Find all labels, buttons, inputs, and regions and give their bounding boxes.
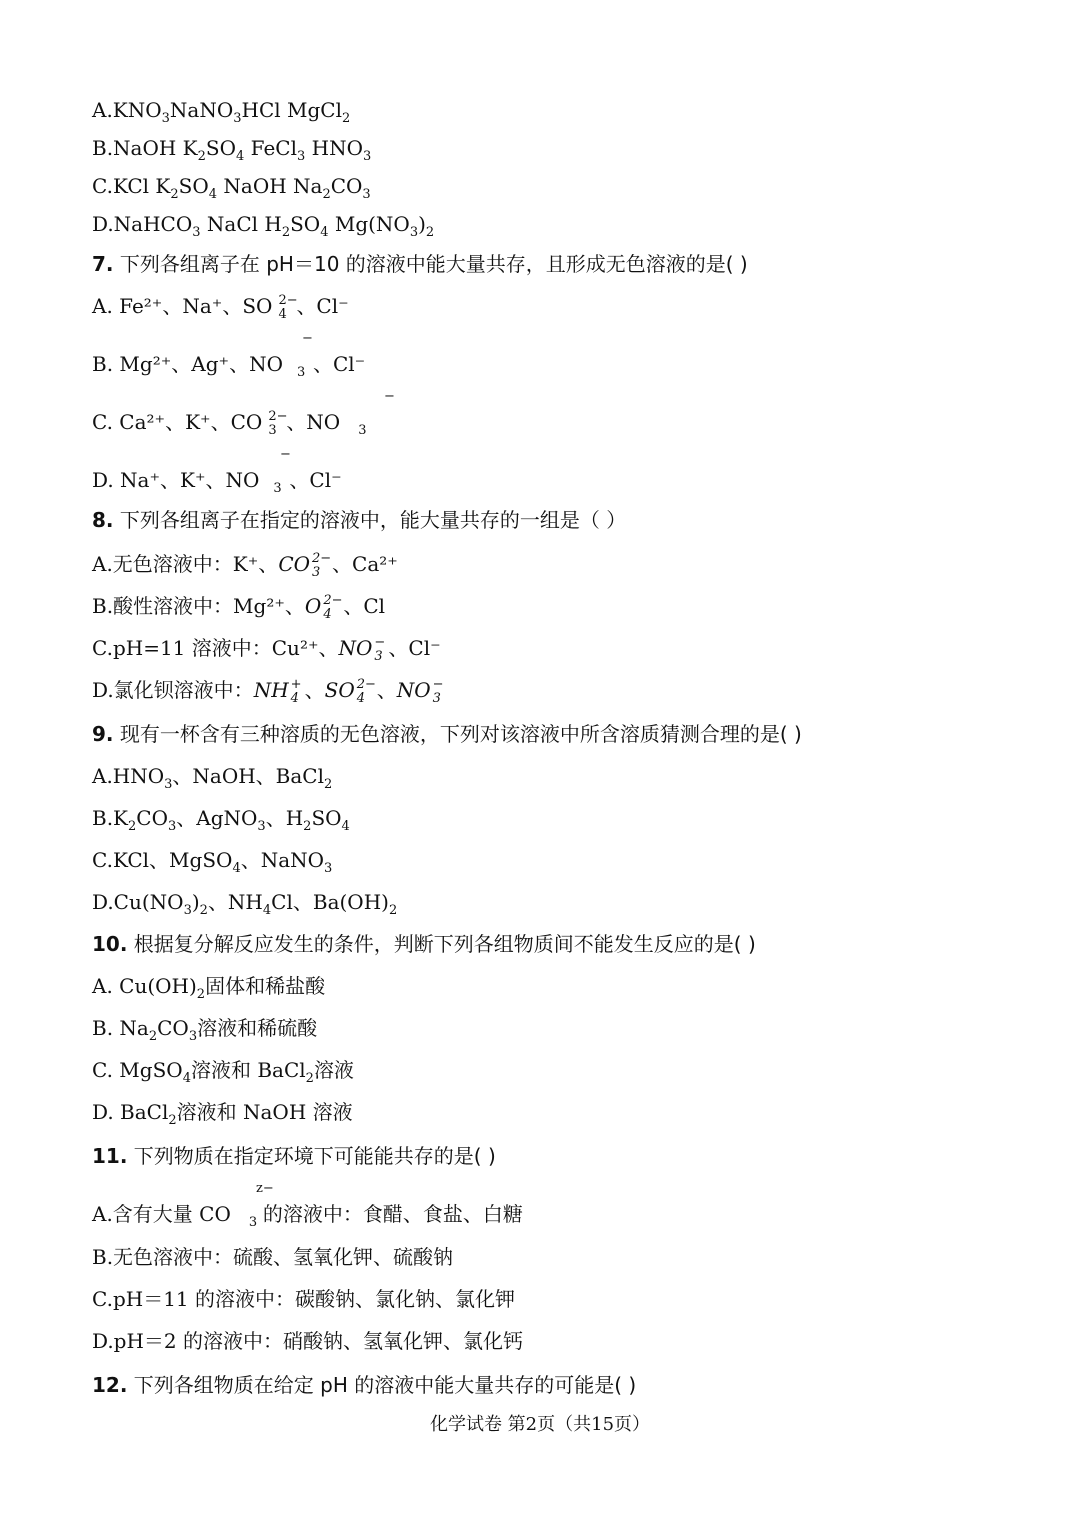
- q11-option-d: D.pH＝2 的溶液中：硝酸钠、氢氧化钾、氯化钙: [92, 1329, 524, 1353]
- q6-option-d: D.NaHCO$_3$ NaCl $H_2SO_4$ $Mg(NO_3)_2$: [92, 212, 435, 240]
- q9-stem: 9. 现有一杯含有三种溶质的无色溶液，下列对该溶液中所含溶质猜测合理的是( ): [92, 722, 802, 746]
- q8-option-c: C.pH=11 溶液中：Cu²⁺、NO − 3 、Cl⁻: [92, 634, 441, 664]
- q9-option-b: $B.K_2CO_3$、AgNO$_3$、$H_2SO_4$: [92, 806, 350, 834]
- q11-stem: 11. 下列物质在指定环境下可能能共存的是( ): [92, 1144, 496, 1168]
- q8-option-b: B.酸性溶液中：Mg²⁺、O 2− 4 、Cl: [92, 592, 386, 622]
- q10-option-d: D. BaCl$_2$溶液和 NaOH 溶液: [92, 1100, 353, 1128]
- page-footer: 化学试卷 第2页（共15页）: [429, 1414, 651, 1435]
- q8-stem: 8. 下列各组离子在指定的溶液中，能大量共存的一组是（ ）: [92, 508, 627, 532]
- question-number: 8.: [92, 508, 114, 532]
- q6-option-a: $A.KNO_3NaNO_3HCl$ MgCl$_2$: [92, 98, 351, 126]
- question-number: 10.: [92, 932, 128, 956]
- q9-option-a: $A.HNO_3$、NaOH、BaCl$_2$: [92, 764, 333, 792]
- q7-option-d: D. Na⁺、K⁺、NO 3 、Cl⁻: [92, 468, 342, 496]
- q6-option-c: C.KCl $K_2SO_4$ NaOH $Na_2CO_3$: [92, 174, 371, 202]
- q11-option-b: B.无色溶液中：硫酸、氢氧化钾、硫酸钠: [92, 1245, 454, 1269]
- q10-option-a: A. $Cu(OH)_2$固体和稀盐酸: [92, 974, 326, 1002]
- q7-stem: 7. 下列各组离子在 pH＝10 的溶液中能大量共存，且形成无色溶液的是( ): [92, 252, 748, 276]
- question-number: 12.: [92, 1373, 128, 1397]
- q7-option-c: C. Ca²⁺、K⁺、CO 2− 3 、NO 3: [92, 408, 367, 438]
- q8-option-d: D.氯化钡溶液中：NH + 4 、SO 2− 4 、NO − 3: [92, 676, 444, 706]
- q10-option-b: B. $Na_2CO_3$溶液和稀硫酸: [92, 1016, 318, 1044]
- q7-d-charge: −: [280, 447, 291, 462]
- q9-option-d: $D.Cu(NO_3)_2$、$NH_4Cl$、$Ba(OH)_2$: [92, 890, 398, 918]
- q11-option-a: A.含有大量 CO 3 的溶液中：食醋、食盐、白糖: [92, 1202, 523, 1230]
- q7-b-charge: −: [302, 331, 313, 346]
- q11-option-c: C.pH＝11 的溶液中：碳酸钠、氯化钠、氯化钾: [92, 1287, 515, 1311]
- q11-a-charge: z−: [256, 1181, 274, 1196]
- question-number: 9.: [92, 722, 114, 746]
- q6-option-b: B.NaOH $K_2SO_4$ FeCl$_3$ $HNO_3$: [92, 136, 372, 164]
- q7-option-b: B. Mg²⁺、Ag⁺、NO 3 、Cl⁻: [92, 352, 366, 380]
- q10-option-c: C. MgSO$_4$溶液和 BaCl$_2$溶液: [92, 1058, 354, 1086]
- q12-stem: 12. 下列各组物质在给定 pH 的溶液中能大量共存的可能是( ): [92, 1373, 637, 1397]
- q9-option-c: C.KCl、MgSO$_4$、NaNO$_3$: [92, 848, 333, 876]
- q7-option-a: A. Fe²⁺、Na⁺、SO 2− 4 、Cl⁻: [92, 292, 349, 322]
- q8-option-a: A.无色溶液中：K⁺、CO 2− 3 、Ca²⁺: [92, 550, 398, 580]
- question-number: 11.: [92, 1144, 128, 1168]
- q10-stem: 10. 根据复分解反应发生的条件，判断下列各组物质间不能发生反应的是( ): [92, 932, 756, 956]
- question-number: 7.: [92, 252, 114, 276]
- q7-c-charge: −: [384, 389, 395, 404]
